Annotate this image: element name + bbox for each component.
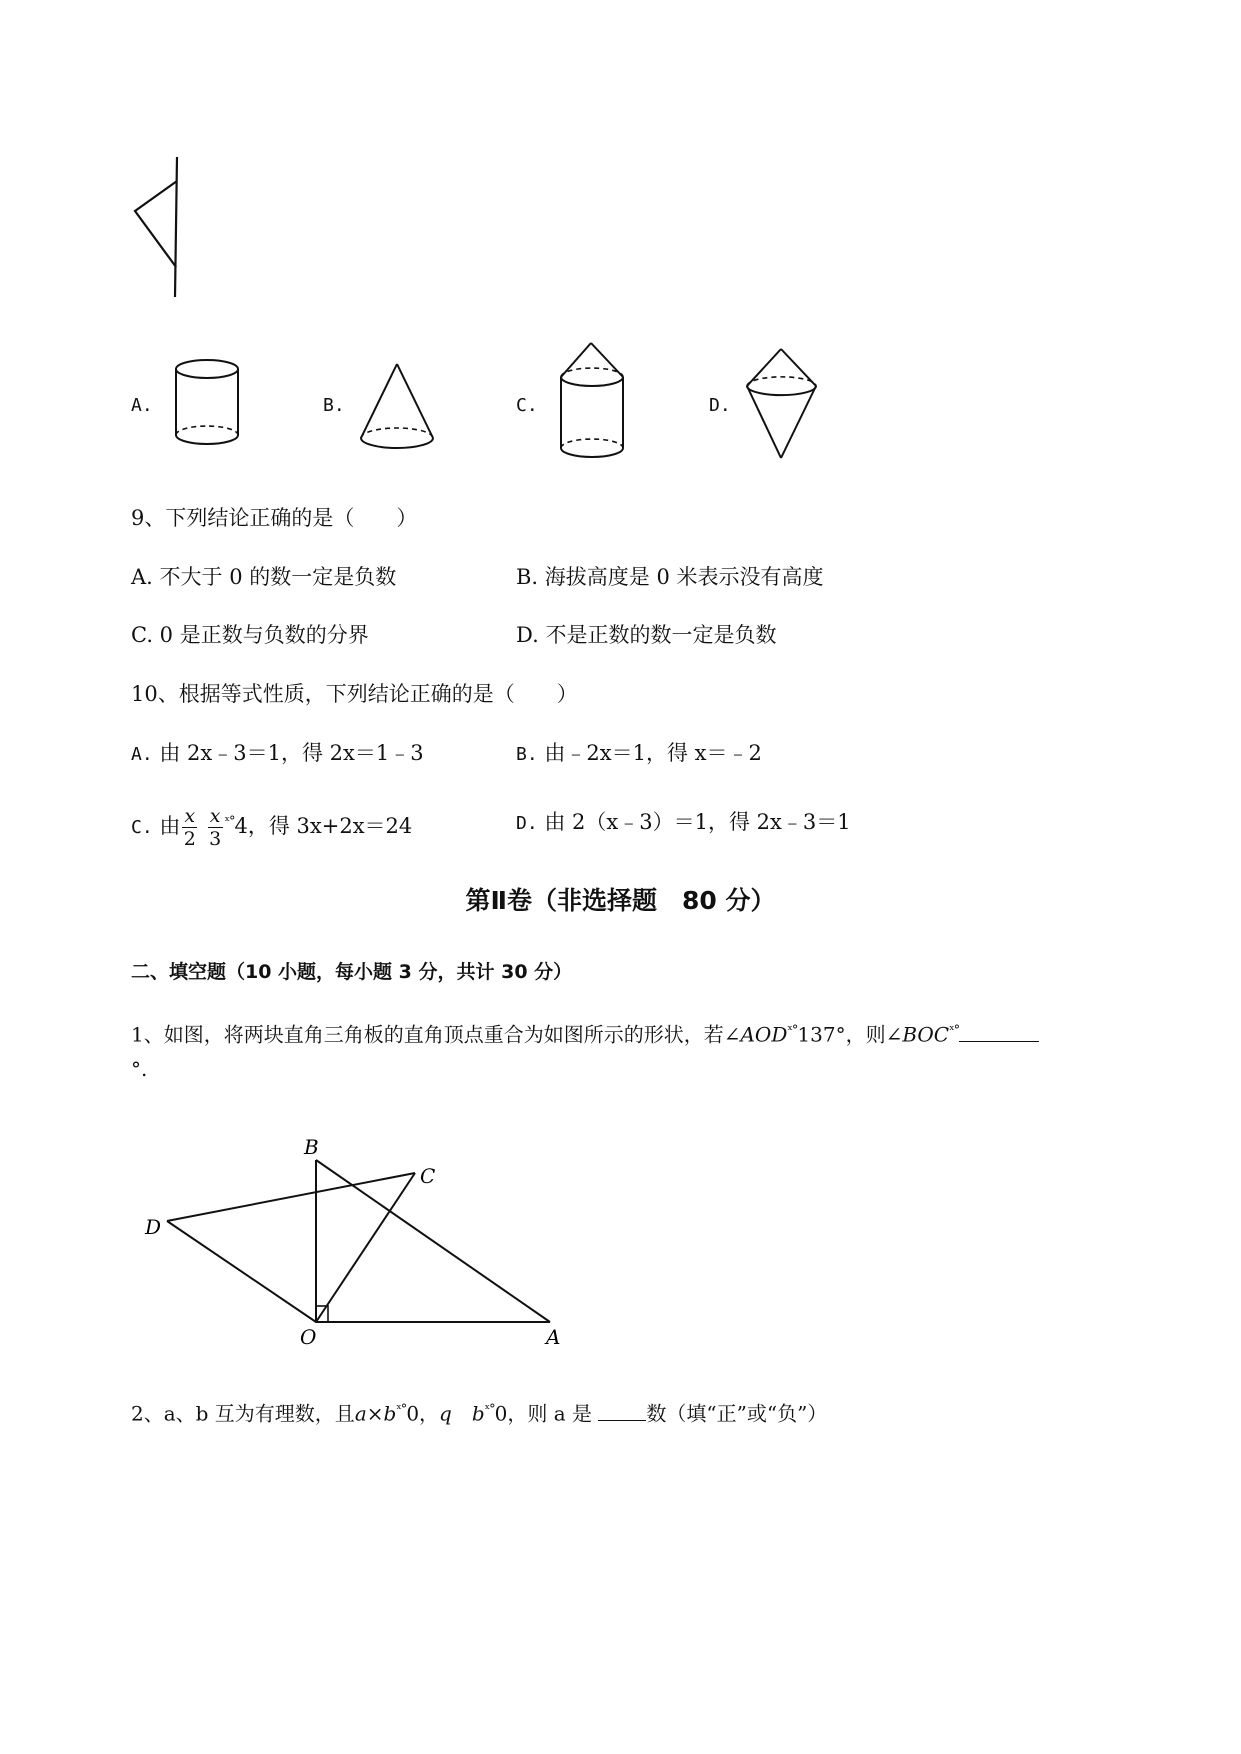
q10-c-suffix: 4，得 3x+2x＝24 <box>234 814 413 838</box>
fill1-angle-boc: ∠BOC <box>885 1022 950 1047</box>
q10-stem: 10、根据等式性质，下列结论正确的是（ ） <box>131 682 578 706</box>
fill1-answer-blank[interactable] <box>959 1019 1039 1042</box>
fill2-answer-blank[interactable] <box>598 1398 646 1421</box>
fill2-glitch-1: ˣ° <box>396 1402 407 1417</box>
fill1-tail: °. <box>131 1057 148 1081</box>
fill2-mid: 0， <box>406 1401 440 1426</box>
q10-a-letter: A. <box>131 744 153 765</box>
label-d: D <box>145 1215 162 1239</box>
fill2-mid2: 0，则 a 是 <box>494 1401 593 1426</box>
two-triangles-figure <box>140 1130 610 1370</box>
option-b-label: B. <box>323 395 345 416</box>
fill2-math-1: a×b <box>354 1401 397 1426</box>
fill2-stem <box>131 1396 827 1428</box>
fill1-text-a: 1、如图，将两块直角三角板的直角顶点重合为如图所示的形状，若 <box>131 1022 724 1047</box>
cone-figure <box>355 360 445 460</box>
q10-option-b <box>516 739 762 769</box>
q10-option-d <box>516 808 851 838</box>
q10-b-letter: B. <box>516 744 538 765</box>
q10-b-text: 由﹣2x＝1，得 x＝﹣2 <box>544 741 762 765</box>
fill1-glitch-b: ˣ° <box>949 1023 960 1038</box>
section-heading: 二、填空题（10 小题，每小题 3 分，共计 30 分） <box>131 961 573 983</box>
q10-c-glitch: ˣ° <box>224 814 235 829</box>
triangle-shape <box>135 181 177 267</box>
q10-option-a <box>131 739 424 769</box>
fill2-glitch-2: ˣ° <box>484 1402 495 1417</box>
double-cone-figure <box>743 345 833 470</box>
cone-on-cylinder-figure <box>555 340 635 465</box>
q10-d-letter: D. <box>516 813 538 834</box>
q9-option-b: B. 海拔高度是 0 米表示没有高度 <box>516 565 824 589</box>
segment-DC <box>167 1173 415 1221</box>
fill2-suffix: 数（填“正”或“负”） <box>646 1401 828 1426</box>
part2-title: 第Ⅱ卷（非选择题 80 分） <box>465 886 776 915</box>
option-c-label: C. <box>516 395 538 416</box>
label-o: O <box>300 1325 317 1349</box>
q10-c-prefix: 由 <box>159 814 181 838</box>
rotation-figure <box>130 155 190 305</box>
fill1-text-b: 137°，则 <box>797 1022 886 1047</box>
option-a-label: A. <box>131 395 153 416</box>
q10-a-text: 由 2x﹣3＝1，得 2x＝1﹣3 <box>159 741 424 765</box>
fill2-math-2: q b <box>439 1401 485 1426</box>
q10-c-letter: C. <box>131 817 153 838</box>
axis-line <box>175 157 177 297</box>
label-b: B <box>304 1135 319 1159</box>
label-c: C <box>420 1164 436 1188</box>
q9-option-c: C. 0 是正数与负数的分界 <box>131 623 369 647</box>
q10-option-c <box>131 802 412 850</box>
fill1-stem <box>131 1017 1039 1049</box>
q9-option-d: D. 不是正数的数一定是负数 <box>516 623 777 647</box>
fill1-angle-aod: ∠AOD <box>723 1022 788 1047</box>
fill2-prefix: 2、a、b 互为有理数，且 <box>131 1401 355 1426</box>
cylinder-figure <box>170 355 250 455</box>
q9-option-a: A. 不大于 0 的数一定是负数 <box>131 565 397 589</box>
segment-DO <box>167 1221 316 1322</box>
q10-c-fraction-2: $\frac{x}{3}$ <box>209 805 222 850</box>
fill1-glitch-a: ˣ° <box>787 1023 798 1038</box>
label-a: A <box>546 1325 561 1349</box>
option-d-label: D. <box>709 395 731 416</box>
q9-stem: 9、下列结论正确的是（ ） <box>131 506 418 530</box>
q10-c-fraction-1: $\frac{x}{2}$ <box>183 805 196 850</box>
q10-d-text: 由 2（x﹣3）＝1，得 2x﹣3＝1 <box>544 810 851 834</box>
